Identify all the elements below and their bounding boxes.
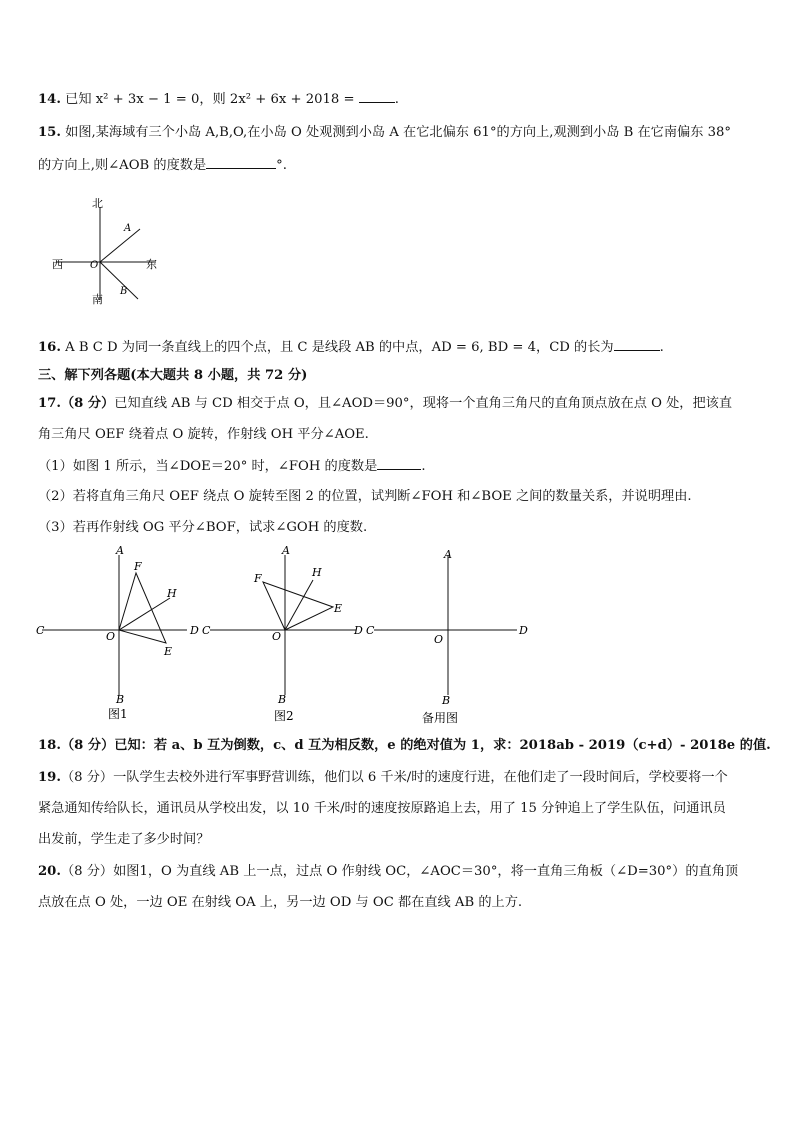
compass-figure xyxy=(50,195,170,305)
sub-question-text: （1）如图 1 所示，当∠DOE＝20° 时，∠FOH 的度数是 xyxy=(38,459,378,474)
question-15-line1 xyxy=(38,124,758,142)
figure-spare xyxy=(362,540,542,730)
sub-question-end: . xyxy=(421,459,426,474)
label-c: C xyxy=(366,624,375,637)
question-17-line2: 角三角尺 OEF 绕着点 O 旋转，作射线 OH 平分∠AOE. xyxy=(38,427,369,442)
question-number: 18. xyxy=(38,738,61,753)
answer-blank[interactable] xyxy=(359,90,395,103)
question-end: . xyxy=(394,92,399,107)
question-text: 的方向上,则∠AOB 的度数是 xyxy=(38,158,207,173)
label-a: A xyxy=(116,544,124,557)
point-b-label: B xyxy=(120,286,128,297)
label-c: C xyxy=(202,624,211,637)
label-o: O xyxy=(106,630,116,643)
question-15-line2 xyxy=(38,156,758,175)
point-o-label: O xyxy=(90,260,99,271)
south-label: 南 xyxy=(92,293,103,305)
answer-blank[interactable] xyxy=(377,457,421,470)
point-a-label: A xyxy=(124,223,132,234)
label-f: F xyxy=(254,572,262,585)
section-title: 三、解下列各题(本大题共 8 小题，共 72 分) xyxy=(38,368,308,383)
west-label: 西 xyxy=(52,258,63,271)
question-17-sub1 xyxy=(38,457,758,476)
question-19-line1 xyxy=(38,769,758,787)
question-number: 16. xyxy=(38,340,61,355)
figure-caption: 备用图 xyxy=(422,711,459,725)
question-18 xyxy=(38,737,771,755)
question-number: 20. xyxy=(38,864,61,879)
label-e: E xyxy=(164,645,173,658)
label-b: B xyxy=(278,693,287,706)
label-b: B xyxy=(116,693,125,706)
ray-oa xyxy=(100,229,140,262)
question-text: （8 分）一队学生去校外进行军事野营训练，他们以 6 千米/时的速度行进，在他们走了一段时间后，学校要将一个 xyxy=(60,770,728,785)
question-17-line1 xyxy=(38,395,758,413)
label-c: C xyxy=(36,624,45,637)
figure-caption: 图2 xyxy=(274,709,294,723)
question-number: 17. xyxy=(38,396,61,411)
question-number: 19. xyxy=(38,770,61,785)
question-14 xyxy=(38,90,758,109)
question-text: （8 分）已知：若 a、b 互为倒数，c、d 互为相反数，e 的绝对值为 1，求：2018ab - 2019（c+d）- 2018e 的值. xyxy=(60,738,771,753)
north-label: 北 xyxy=(92,197,103,210)
question-score: （8 分） xyxy=(60,396,115,411)
label-f: F xyxy=(134,560,142,573)
figure-2 xyxy=(198,540,378,730)
label-a: A xyxy=(282,544,290,557)
question-19-line3: 出发前，学生走了多少时间？ xyxy=(38,832,210,847)
question-17-sub2: （2）若将直角三角尺 OEF 绕点 O 旋转至图 2 的位置，试判断∠FOH 和∠BOE 之间的数量关系，并说明理由. xyxy=(38,489,692,504)
answer-blank[interactable] xyxy=(206,156,276,169)
label-a: A xyxy=(444,548,452,561)
question-20-line2: 点放在点 O 处，一边 OE 在射线 OA 上，另一边 OD 与 OC 都在直线 AB 的上方. xyxy=(38,895,523,910)
answer-blank[interactable] xyxy=(614,338,660,351)
label-o: O xyxy=(434,633,444,646)
label-d: D xyxy=(354,624,363,637)
question-19-line2: 紧急通知传给队长，通讯员从学校出发，以 10 千米/时的速度按原路追上去，用了 15 分钟追上了学生队伍，问通讯员 xyxy=(38,801,726,816)
question-text: A B C D 为同一条直线上的四个点，且 C 是线段 AB 的中点，AD = 6, BD = 4，CD 的长为 xyxy=(65,340,614,355)
figure-1 xyxy=(32,540,212,730)
figure-caption: 图1 xyxy=(108,707,128,721)
question-text: 如图,某海域有三个小岛 A,B,O,在小岛 O 处观测到小岛 A 在它北偏东 61°的方向上,观测到小岛 B 在它南偏东 38° xyxy=(65,125,731,140)
question-text: （8 分）如图1，O 为直线 AB 上一点，过点 O 作射线 OC，∠AOC＝30°，将一直角三角板（∠D=30°）的直角顶 xyxy=(60,864,739,879)
question-17-sub3: （3）若再作射线 OG 平分∠BOF，试求∠GOH 的度数. xyxy=(38,520,368,535)
question-20-line1 xyxy=(38,863,758,881)
question-end: . xyxy=(659,340,664,355)
question-text: 已知 x² + 3x − 1 = 0，则 2x² + 6x + 2018 = xyxy=(65,92,355,107)
question-end: °. xyxy=(276,158,287,173)
question-16 xyxy=(38,338,758,357)
label-e: E xyxy=(334,602,343,615)
east-label: 东 xyxy=(146,258,157,271)
label-d: D xyxy=(190,624,199,637)
ray-oh xyxy=(285,580,313,630)
label-h: H xyxy=(167,587,177,600)
ray-ob xyxy=(100,262,138,299)
label-b: B xyxy=(442,694,451,707)
label-d: D xyxy=(519,624,528,637)
question-text: 已知直线 AB 与 CD 相交于点 O，且∠AOD＝90°，现将一个直角三角尺的直角顶点放在点 O 处，把该直 xyxy=(114,396,733,411)
question-number: 15. xyxy=(38,125,61,140)
triangle-oef xyxy=(119,573,166,643)
label-h: H xyxy=(312,566,322,579)
question-number: 14. xyxy=(38,92,61,107)
label-o: O xyxy=(272,630,282,643)
